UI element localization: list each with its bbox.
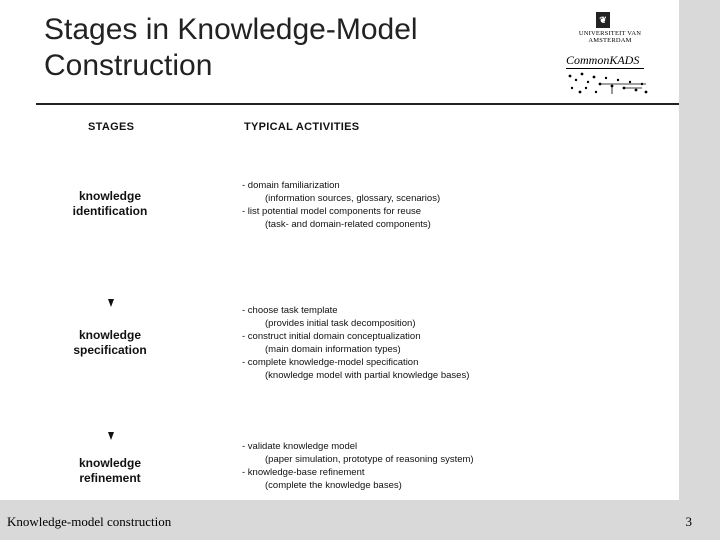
stage-label-line: knowledge — [78, 328, 141, 342]
activity-detail-line: (main domain information types) — [265, 344, 401, 355]
stage-label-line: refinement — [79, 471, 141, 485]
commonkads-logo-text: CommonKADS — [566, 53, 640, 67]
activities-column-header: TYPICAL ACTIVITIES — [244, 121, 360, 133]
activity-detail-line: (knowledge model with partial knowledge bases) — [265, 370, 470, 381]
activities-knowledge-specification — [242, 304, 532, 382]
stages-column-header: STAGES — [88, 121, 135, 133]
stage-knowledge-specification — [60, 328, 160, 358]
commonkads-dot-pattern-icon — [566, 70, 650, 96]
stage-knowledge-identification — [60, 189, 160, 219]
stage-arrow-down-icon — [108, 432, 114, 440]
activity-detail-line: (task- and domain-related components) — [265, 219, 431, 230]
stage-label-line: identification — [72, 204, 148, 218]
stage-label-line: knowledge — [78, 189, 141, 203]
university-name: UNIVERSITEIT VAN AMSTERDAM — [578, 30, 642, 44]
activity-line: - domain familiarization — [242, 180, 340, 191]
activities-knowledge-refinement — [242, 440, 532, 492]
activity-line: - knowledge-base refinement — [242, 467, 365, 478]
slide-title — [44, 12, 544, 84]
stage-knowledge-refinement — [60, 456, 160, 486]
activity-detail-line: (provides initial task decomposition) — [265, 318, 416, 329]
activity-line: - choose task template — [242, 305, 338, 316]
slide-title-line-1: Stages in Knowledge-Model — [44, 13, 418, 46]
right-border-band — [679, 0, 720, 540]
activity-line: - list potential model components for reuse — [242, 206, 422, 217]
stage-label-line: specification — [73, 343, 147, 357]
commonkads-underline — [566, 68, 644, 69]
stage-arrow-down-icon — [108, 299, 114, 307]
title-divider — [36, 103, 679, 105]
logo-area — [560, 10, 660, 98]
activity-detail-line: (complete the knowledge bases) — [265, 480, 402, 491]
page-number: 3 — [685, 514, 692, 529]
activity-line: - validate knowledge model — [242, 441, 358, 452]
activities-knowledge-identification — [242, 179, 532, 231]
footer-title: Knowledge-model construction — [7, 514, 172, 529]
activity-detail-line: (paper simulation, prototype of reasoning system) — [265, 454, 474, 465]
activity-detail-line: (information sources, glossary, scenarios) — [265, 193, 441, 204]
slide-title-line-2: Construction — [44, 49, 213, 82]
activity-line: - complete knowledge-model specification — [242, 357, 419, 368]
stage-label-line: knowledge — [78, 456, 141, 470]
activity-line: - construct initial domain conceptualization — [242, 331, 421, 342]
university-crest-icon: ❦ — [596, 12, 610, 28]
